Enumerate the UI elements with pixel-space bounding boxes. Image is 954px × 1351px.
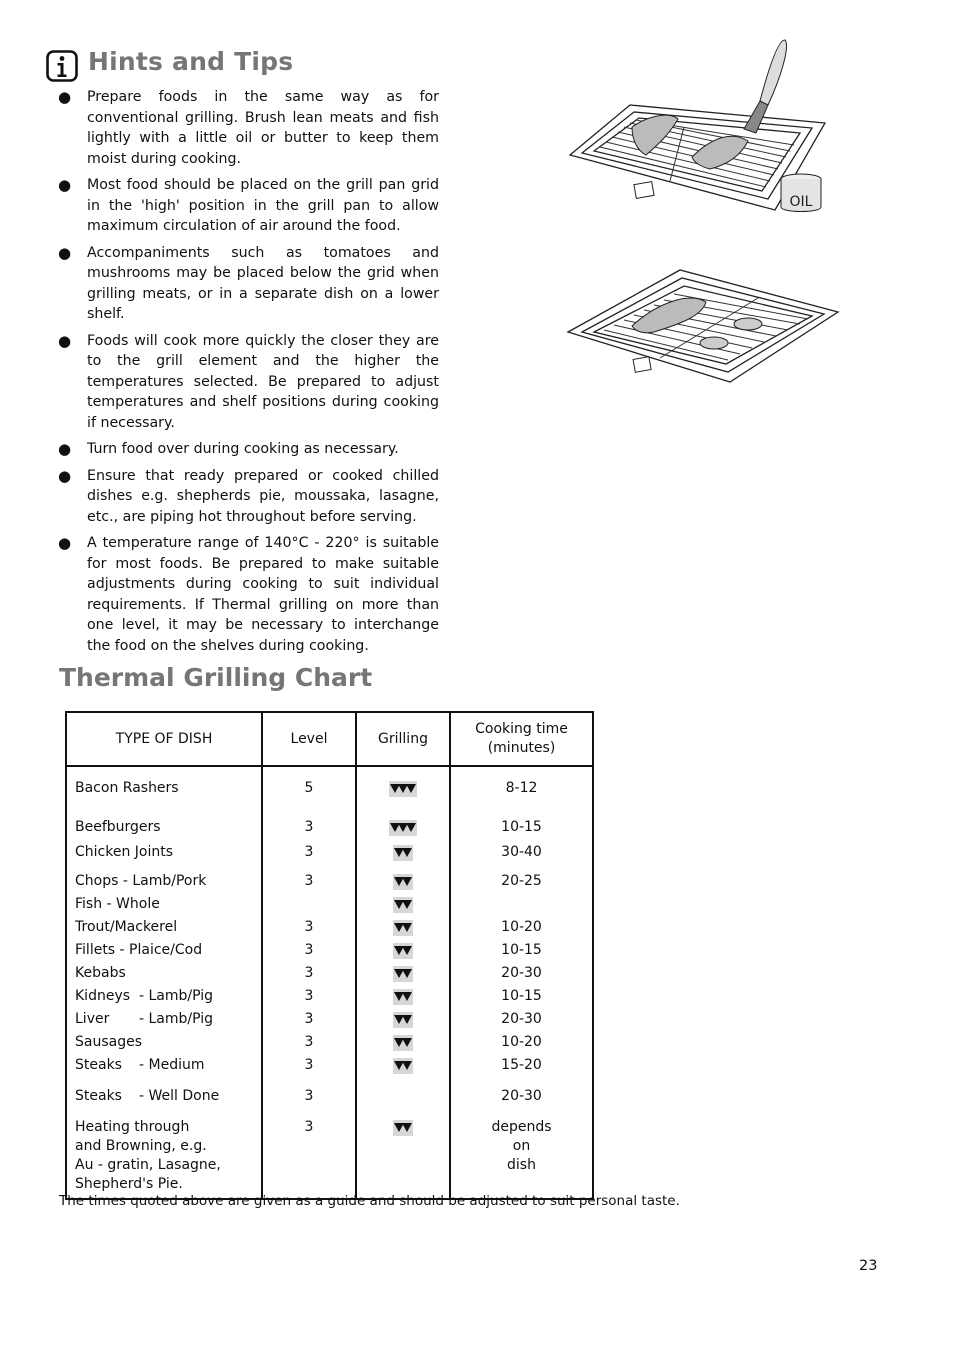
grill-setting-icon xyxy=(393,1120,413,1136)
page-title: Hints and Tips xyxy=(88,47,294,76)
table-row xyxy=(66,895,593,918)
grilling-cell xyxy=(356,802,450,841)
list-item: ● Accompaniments such as tomatoes and mushrooms may be placed below the grid when grilling meats, or in a separate dish on a lower shelf. xyxy=(58,243,439,322)
cooking-time-cell xyxy=(450,895,593,918)
cooking-time-text: on xyxy=(512,1138,531,1154)
footnote: The times quoted above are given as a guide and should be adjusted to suit personal taste. xyxy=(59,1193,680,1209)
dish-cell: Bacon Rashers xyxy=(66,766,262,802)
grill-setting-icon xyxy=(393,845,413,861)
grilling-cell xyxy=(356,841,450,866)
table-row xyxy=(66,802,593,841)
grill-pan-chop-illustration xyxy=(562,262,847,387)
grilling-cell xyxy=(356,1079,450,1110)
cooking-time-cell: 10-15 xyxy=(450,941,593,964)
cooking-time-cell: 20-25 xyxy=(450,866,593,895)
cooking-time-cell: 20-30 xyxy=(450,1010,593,1033)
level-cell: 3 xyxy=(262,1056,356,1079)
col-header-dish: TYPE OF DISH xyxy=(66,712,262,766)
cooking-time-cell: 10-20 xyxy=(450,1033,593,1056)
level-cell: 3 xyxy=(262,918,356,941)
cooking-time-cell: 30-40 xyxy=(450,841,593,866)
grilling-cell xyxy=(356,987,450,1010)
dish-cell: Chicken Joints xyxy=(66,841,262,866)
dish-cell: Fillets - Plaice/Cod xyxy=(66,941,262,964)
table-header-row xyxy=(66,712,593,766)
grill-setting-icon xyxy=(393,1012,413,1028)
table-row xyxy=(66,766,593,802)
grilling-cell xyxy=(356,964,450,987)
cooking-time-cell: 10-15 xyxy=(450,802,593,841)
grill-setting-icon xyxy=(393,874,413,890)
grill-setting-icon xyxy=(393,920,413,936)
cooking-time-cell: 20-30 xyxy=(450,1079,593,1110)
table-row xyxy=(66,866,593,895)
dish-cell: Trout/Mackerel xyxy=(66,918,262,941)
dish-text: Shepherd's Pie. xyxy=(75,1176,183,1192)
col-header-cooking-time: Cooking time (minutes) xyxy=(450,712,593,766)
grilling-cell xyxy=(356,1010,450,1033)
table-row xyxy=(66,1079,593,1110)
grill-setting-icon xyxy=(389,820,417,836)
level-cell xyxy=(262,895,356,918)
cooking-time-text: dish xyxy=(507,1157,536,1173)
level-cell: 3 xyxy=(262,941,356,964)
list-item: ● A temperature range of 140°C - 220° is suitable for most foods. Be prepared to make suitable adjustments during cooking to suit individual requirements. If Thermal grilling on more than one level, it may be necessary to interchange the food on the shelves during cooking. xyxy=(58,534,439,654)
dish-cell: Chops - Lamb/Pork xyxy=(66,866,262,895)
cooking-time-cell: 20-30 xyxy=(450,964,593,987)
page-number: 23 xyxy=(859,1258,878,1274)
level-cell: 3 xyxy=(262,866,356,895)
dish-text: Kidneys xyxy=(75,988,131,1004)
cooking-time-cell: 15-20 xyxy=(450,1056,593,1079)
cooking-time-text: depends xyxy=(491,1119,552,1135)
grill-setting-icon xyxy=(393,966,413,982)
table-row xyxy=(66,918,593,941)
dish-cell xyxy=(66,1110,262,1199)
grilling-cell xyxy=(356,866,450,895)
dish-variant-text: - Medium xyxy=(139,1057,205,1073)
dish-cell: Fish - Whole xyxy=(66,895,262,918)
grill-setting-icon xyxy=(389,781,417,797)
grill-pan-brush-illustration xyxy=(560,35,850,220)
grilling-cell xyxy=(356,1033,450,1056)
grill-setting-icon xyxy=(393,943,413,959)
dish-text: Steaks xyxy=(75,1057,122,1073)
level-cell: 5 xyxy=(262,766,356,802)
table-row xyxy=(66,1010,593,1033)
dish-cell: Kebabs xyxy=(66,964,262,987)
cooking-time-cell xyxy=(450,1110,593,1199)
list-item: ● Most food should be placed on the grill pan grid in the 'high' position in the grill pan to allow maximum circulation of air around the food. xyxy=(58,176,439,234)
grilling-cell xyxy=(356,1056,450,1079)
dish-cell xyxy=(66,1079,262,1110)
dish-text: Heating through xyxy=(75,1119,190,1135)
oil-label: OIL xyxy=(789,194,813,210)
dish-text: and Browning, e.g. xyxy=(75,1138,207,1154)
dish-text: Liver xyxy=(75,1011,110,1027)
table-row xyxy=(66,941,593,964)
grilling-chart-table xyxy=(65,711,594,1200)
list-item: ● Turn food over during cooking as necessary. xyxy=(58,440,399,458)
grill-setting-icon xyxy=(393,897,413,913)
chart-title: Thermal Grilling Chart xyxy=(59,663,373,692)
grill-setting-icon xyxy=(393,1058,413,1074)
list-item: ● Prepare foods in the same way as for conventional grilling. Brush lean meats and fish lightly with a little oil or butter to keep them moist during cooking. xyxy=(58,88,439,167)
grilling-cell xyxy=(356,918,450,941)
grilling-cell xyxy=(356,766,450,802)
dish-variant-text: - Lamb/Pig xyxy=(139,988,214,1004)
dish-variant-text: - Well Done xyxy=(139,1088,220,1104)
table-row xyxy=(66,1056,593,1079)
list-item: ● Foods will cook more quickly the closer they are to the grill element and the higher the temperatures selected. Be prepared to adjust temperatures and shelf positions during cooking if necessary. xyxy=(58,331,439,431)
list-item: ● Ensure that ready prepared or cooked chilled dishes e.g. shepherds pie, moussaka, lasagne, etc., are piping hot throughout before serving. xyxy=(58,466,439,525)
cooking-time-cell: 8-12 xyxy=(450,766,593,802)
level-cell: 3 xyxy=(262,1010,356,1033)
dish-cell xyxy=(66,987,262,1010)
level-cell: 3 xyxy=(262,1033,356,1056)
dish-cell: Beefburgers xyxy=(66,802,262,841)
table-row xyxy=(66,841,593,866)
grilling-cell xyxy=(356,1110,450,1199)
info-icon xyxy=(46,50,78,82)
level-cell: 3 xyxy=(262,987,356,1010)
table-row xyxy=(66,987,593,1010)
dish-cell xyxy=(66,1056,262,1079)
grilling-cell xyxy=(356,895,450,918)
level-cell: 3 xyxy=(262,964,356,987)
dish-text: Steaks xyxy=(75,1088,122,1104)
dish-cell xyxy=(66,1010,262,1033)
grill-setting-icon xyxy=(393,1035,413,1051)
table-row xyxy=(66,1033,593,1056)
grill-setting-icon xyxy=(393,989,413,1005)
col-header-grilling: Grilling xyxy=(356,712,450,766)
level-cell: 3 xyxy=(262,841,356,866)
dish-cell: Sausages xyxy=(66,1033,262,1056)
grilling-cell xyxy=(356,941,450,964)
table-row xyxy=(66,964,593,987)
dish-variant-text: - Lamb/Pig xyxy=(139,1011,214,1027)
level-cell: 3 xyxy=(262,1110,356,1199)
level-cell: 3 xyxy=(262,1079,356,1110)
level-cell: 3 xyxy=(262,802,356,841)
tips-list xyxy=(58,87,439,662)
cooking-time-cell: 10-20 xyxy=(450,918,593,941)
col-header-level: Level xyxy=(262,712,356,766)
dish-text: Au - gratin, Lasagne, xyxy=(75,1157,221,1173)
cooking-time-cell: 10-15 xyxy=(450,987,593,1010)
table-row xyxy=(66,1110,593,1199)
